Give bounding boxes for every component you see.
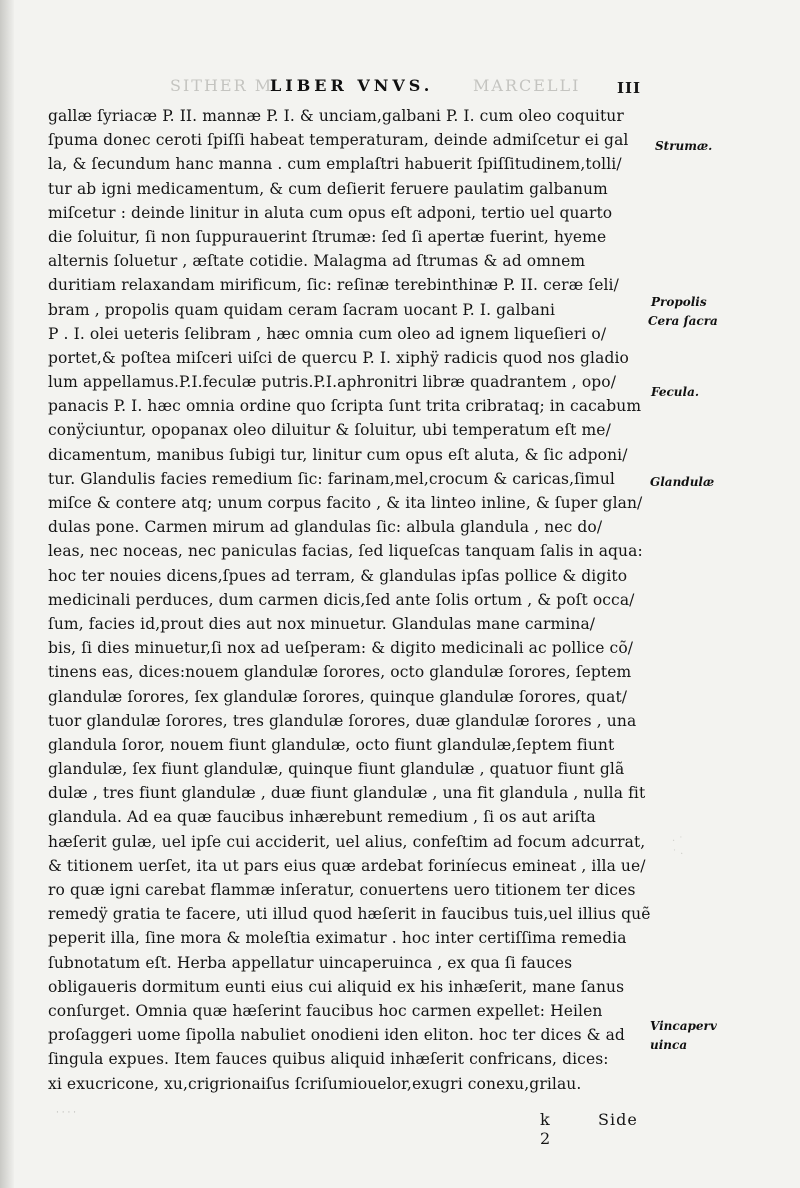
text-line: dulæ , tres fiunt glandulæ , duæ fiunt glandulæ , una fit glandula , nulla fit xyxy=(48,784,646,803)
text-line: conÿciuntur, opopanax oleo diluitur & ſoluitur, ubi temperatum eſt me/ xyxy=(48,421,611,440)
running-title: LIBER VNVS. xyxy=(270,76,434,95)
text-line: & titionem uerſet, ita ut pars eius quæ ardebat foriníecus emineat , illa ue/ xyxy=(48,856,646,875)
catchword: Side xyxy=(598,1110,638,1129)
text-line: ſum, facies id,prout dies aut nox minuetur. Glandulas mane carmina/ xyxy=(48,614,596,633)
show-through-marks: · ˙ ˙ · xyxy=(672,836,684,860)
text-line: miſcetur : deinde linitur in aluta cum opus eſt adponi, tertio uel quarto xyxy=(48,203,613,222)
text-line: medicinali perduces, dum carmen dicis,ſed ante ſolis ortum , & poſt occa/ xyxy=(48,590,635,609)
text-line: tur ab igni medicamentum, & cum deſierit feruere paulatim galbanum xyxy=(48,179,608,198)
text-line: peperit illa, ſine mora & moleſtia eximatur . hoc inter certiſſima remedia xyxy=(48,929,627,948)
signature-mark: k 2 xyxy=(540,1110,552,1148)
text-line: leas, nec noceas, nec paniculas facias, ſed liqueſcas tanquam ſalis in aqua: xyxy=(48,542,643,561)
text-line: bram , propolis quam quidam ceram ſacram uocant P. I. galbani xyxy=(48,300,556,319)
text-line: tinens eas, dices:nouem glandulæ ſorores, octo glandulæ ſorores, ſeptem xyxy=(48,663,632,682)
text-line: hæſerit gulæ, uel ipſe cui acciderit, uel alius, confeſtim ad focum adcurrat, xyxy=(48,832,646,851)
text-line: gallæ ſyriacæ P. II. mannæ P. I. & unciam,galbani P. I. cum oleo coquitur xyxy=(48,107,624,125)
text-line: xi exucricone, xu,crigrionaiſus ſcriſumiouelor,exugri conexu,grilau. xyxy=(48,1074,582,1093)
text-line: miſce & contere atq; unum corpus facito , & ita linteo inline, & ſuper glan/ xyxy=(48,494,643,512)
text-line: proſaggeri uome ſipolla nabuliet onodieni iden eliton. hoc ter dices & ad xyxy=(48,1026,625,1045)
main-text-block xyxy=(48,104,651,1096)
text-line: P . I. olei ueteris ſelibram , hæc omnia cum oleo ad ignem liqueſieri o/ xyxy=(48,324,607,343)
margin-note-vincaperv: Vincaperv xyxy=(650,1019,717,1033)
text-line: glandulæ ſorores, ſex glandulæ ſorores, quinque glandulæ ſorores, quat/ xyxy=(48,687,628,706)
text-line: portet,& poſtea miſceri uiſci de quercu P. I. xiphÿ radicis quod nos gladio xyxy=(48,348,629,367)
text-line: glandula. Ad ea quæ faucibus inhærebunt remedium , ſi os aut ariſta xyxy=(48,808,596,827)
text-line: lum appellamus.P.I.feculæ putris.P.I.aphronitri libræ quadrantem , opo/ xyxy=(48,373,617,392)
text-line: ſpuma donec ceroti ſpiſſi habeat temperaturam, deinde admiſcetur ei gal xyxy=(48,131,629,150)
text-line: glandulæ, ſex fiunt glandulæ, quinque fiunt glandulæ , quatuor fiunt glã xyxy=(48,760,625,779)
text-line: obligaueris dormitum eunti eius cui aliquid ex his inhæſerit, mane ſanus xyxy=(48,977,625,996)
text-line: tur. Glandulis facies remedium ſic: farinam,mel,crocum & caricas,ſimul xyxy=(48,469,615,488)
text-line: conſurget. Omnia quæ hæſerint faucibus hoc carmen expellet: Heilen xyxy=(48,1001,603,1020)
folio-number: III xyxy=(617,79,642,97)
show-through-text-right: MARCELLI xyxy=(473,76,581,95)
text-line: ro quæ igni carebat flammæ inſeratur, conuertens uero titionem ter dices xyxy=(48,881,636,899)
text-line: die ſoluitur, ſi non ſuppurauerint ſtrumæ: ſed ſi apertæ fuerint, hyeme xyxy=(48,227,607,246)
text-line: la, & ſecundum hanc manna . cum emplaſtri habuerit ſpiſſitudinem,tolli/ xyxy=(48,155,622,174)
text-line: dicamentum, manibus ſubigi tur, linitur cum opus eſt aluta, & ſic adponi/ xyxy=(48,445,628,464)
margin-note-cera-sacra: Cera ſacra xyxy=(648,314,718,328)
margin-note-glandulae: Glandulæ xyxy=(650,475,715,489)
text-line: ſingula expues. Item fauces quibus aliquid inhæſerit confricans, dices: xyxy=(48,1050,609,1069)
margin-note-propolis: Propolis xyxy=(651,295,707,309)
margin-note-fecula: Fecula. xyxy=(651,385,700,399)
text-line: tuor glandulæ ſorores, tres glandulæ ſorores, duæ glandulæ ſorores , una xyxy=(48,711,637,730)
text-line: hoc ter nouies dicens,ſpues ad terram, & glandulas ipſas pollice & digito xyxy=(48,566,628,585)
margin-note-strumae: Strumæ. xyxy=(655,139,713,153)
text-line: glandula ſoror, nouem fiunt glandulæ, octo fiunt glandulæ,ſeptem fiunt xyxy=(48,735,615,754)
running-head xyxy=(170,76,630,98)
page-gutter-shadow xyxy=(0,0,14,1188)
text-line: panacis P. I. hæc omnia ordine quo ſcripta ſunt trita cribrataq; in cacabum xyxy=(48,397,642,416)
text-line: ſubnotatum eſt. Herba appellatur uincaperuinca , ex qua ſi fauces xyxy=(48,953,573,972)
show-through-corner-mark: · · · · xyxy=(56,1108,77,1118)
show-through-text-left: SITHER M xyxy=(170,76,274,95)
text-line: bis, ſi dies minuetur,ſi nox ad ueſperam: & digito medicinali ac pollice cõ/ xyxy=(48,639,634,658)
text-line: remedÿ gratia te facere, uti illud quod hæſerit in faucibus tuis,uel illius quẽ xyxy=(48,905,651,924)
text-line: duritiam relaxandam mirificum, ſic: reſinæ terebinthinæ P. II. ceræ ſeli/ xyxy=(48,276,619,295)
text-line: dulas pone. Carmen mirum ad glandulas ſic: albula glandula , nec do/ xyxy=(48,518,603,537)
text-line: alternis ſoluetur , æſtate cotidie. Malagma ad ſtrumas & ad omnem xyxy=(48,252,586,271)
margin-note-uinca: uinca xyxy=(650,1038,688,1052)
